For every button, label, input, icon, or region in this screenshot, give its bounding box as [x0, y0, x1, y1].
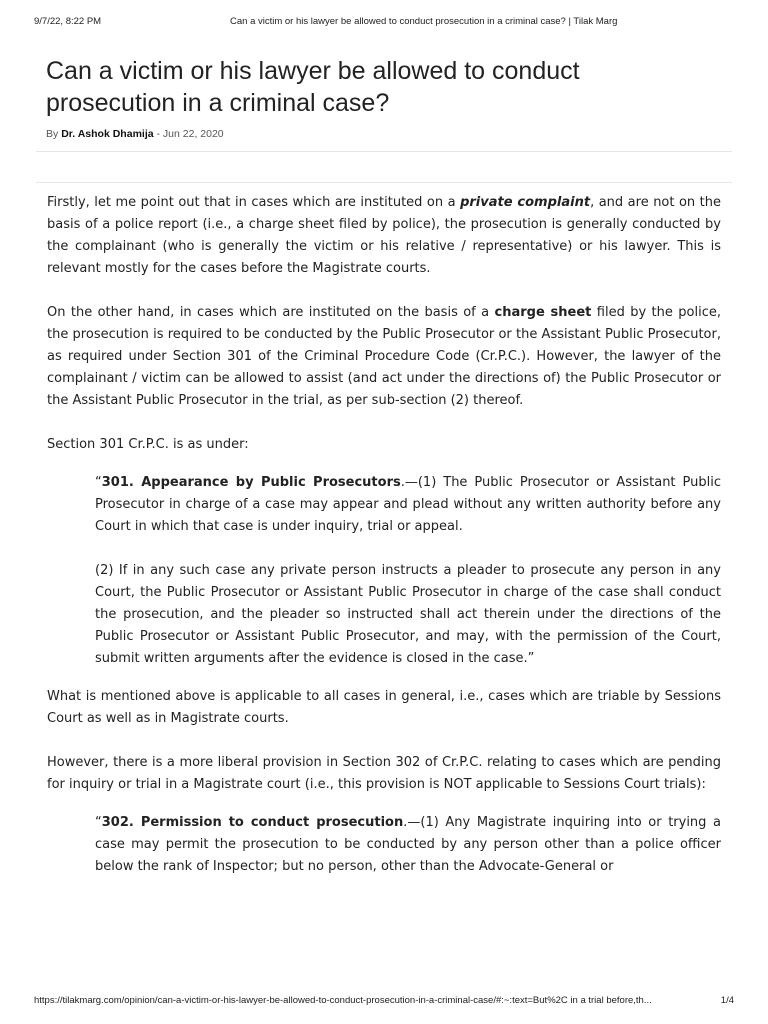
p2-text-b: filed by the police, the prosecution is required to be conducted by the Public Prosecutor or the Assistant Public Prosecutor, as required under Section 301 of the Criminal Procedure Code (Cr.P.C.). However, the lawyer of the complainant / victim can be allowed to assist (and act under the directions of) the Public Prosecutor or the Assistant Public Prosecutor in the trial, as per sub-section (2) thereof. [47, 305, 721, 408]
author-link[interactable]: Dr. Ashok Dhamija [61, 128, 154, 140]
paragraph-charge-sheet [47, 302, 721, 412]
quote-section-302-1 [95, 812, 721, 878]
print-page-number: 1/4 [720, 995, 734, 1006]
print-page-title: Can a victim or his lawyer be allowed to conduct prosecution in a criminal case? | Tilak Marg [230, 16, 618, 27]
quote-section-301-1 [95, 472, 721, 538]
p1-text-a: Firstly, let me point out that in cases which are instituted on a [47, 195, 461, 210]
divider-top [36, 151, 732, 152]
q3-text: .—(1) Any Magistrate inquiring into or trying a case may permit the prosecution to be conducted by any person other than a police officer below the rank of Inspector; but no person, other than the Advocate-General or [95, 815, 721, 874]
print-url: https://tilakmarg.com/opinion/can-a-victim-or-his-lawyer-be-allowed-to-conduct-prosecution-in-a-criminal-case/#:~:text=But%2C in a trial before,th... [34, 995, 652, 1006]
q3-heading: 302. Permission to conduct prosecution [101, 815, 404, 830]
article-body [47, 192, 721, 900]
paragraph-section-302-intro: However, there is a more liberal provision in Section 302 of Cr.P.C. relating to cases which are pending for inquiry or trial in a Magistrate court (i.e., this provision is NOT applicable to Sessions Court trials): [47, 755, 721, 792]
p2-strong: charge sheet [494, 305, 592, 320]
paragraph-private-complaint [47, 192, 721, 280]
by-label: By [46, 128, 59, 140]
q1-text: .—(1) The Public Prosecutor or Assistant Public Prosecutor in charge of a case may appear and plead without any written authority before any Court in which that case is under inquiry, trial or appeal. [95, 475, 721, 534]
q3-open-quote: “ [95, 815, 102, 830]
q1-heading: 301. Appearance by Public Prosecutors [101, 475, 401, 490]
quote-section-301-2: (2) If in any such case any private person instructs a pleader to prosecute any person in any Court, the Public Prosecutor or Assistant Public Prosecutor in charge of the case shall conduct the prosecution, and the pleader so instructed shall act therein under the directions of the Public Prosecutor or Assistant Public Prosecutor, and may, with the permission of the Court, submit written arguments after the evidence is closed in the case.” [95, 563, 721, 666]
article-title: Can a victim or his lawyer be allowed to conduct prosecution in a criminal case? [46, 57, 580, 117]
byline-separator: - [153, 128, 163, 140]
print-footer [34, 995, 734, 1009]
paragraph-section-301-intro: Section 301 Cr.P.C. is as under: [47, 437, 249, 452]
article-date: Jun 22, 2020 [162, 128, 224, 140]
print-header [34, 16, 734, 30]
print-date: 9/7/22, 8:22 PM [34, 16, 102, 27]
p1-text-b: , and are not on the basis of a police report (i.e., a charge sheet filed by police), the prosecution is generally conducted by the complainant (who is generally the victim or his relative / representative) or his lawyer. This is relevant mostly for the cases before the Magistrate courts. [47, 195, 722, 276]
article-byline [46, 128, 224, 140]
q1-open-quote: “ [95, 475, 102, 490]
p2-text-a: On the other hand, in cases which are instituted on the basis of a [47, 305, 495, 320]
paragraph-general-applicability: What is mentioned above is applicable to all cases in general, i.e., cases which are triable by Sessions Court as well as in Magistrate courts. [47, 689, 721, 726]
divider-content [36, 182, 732, 183]
p1-emphasis: private complaint [460, 195, 591, 210]
